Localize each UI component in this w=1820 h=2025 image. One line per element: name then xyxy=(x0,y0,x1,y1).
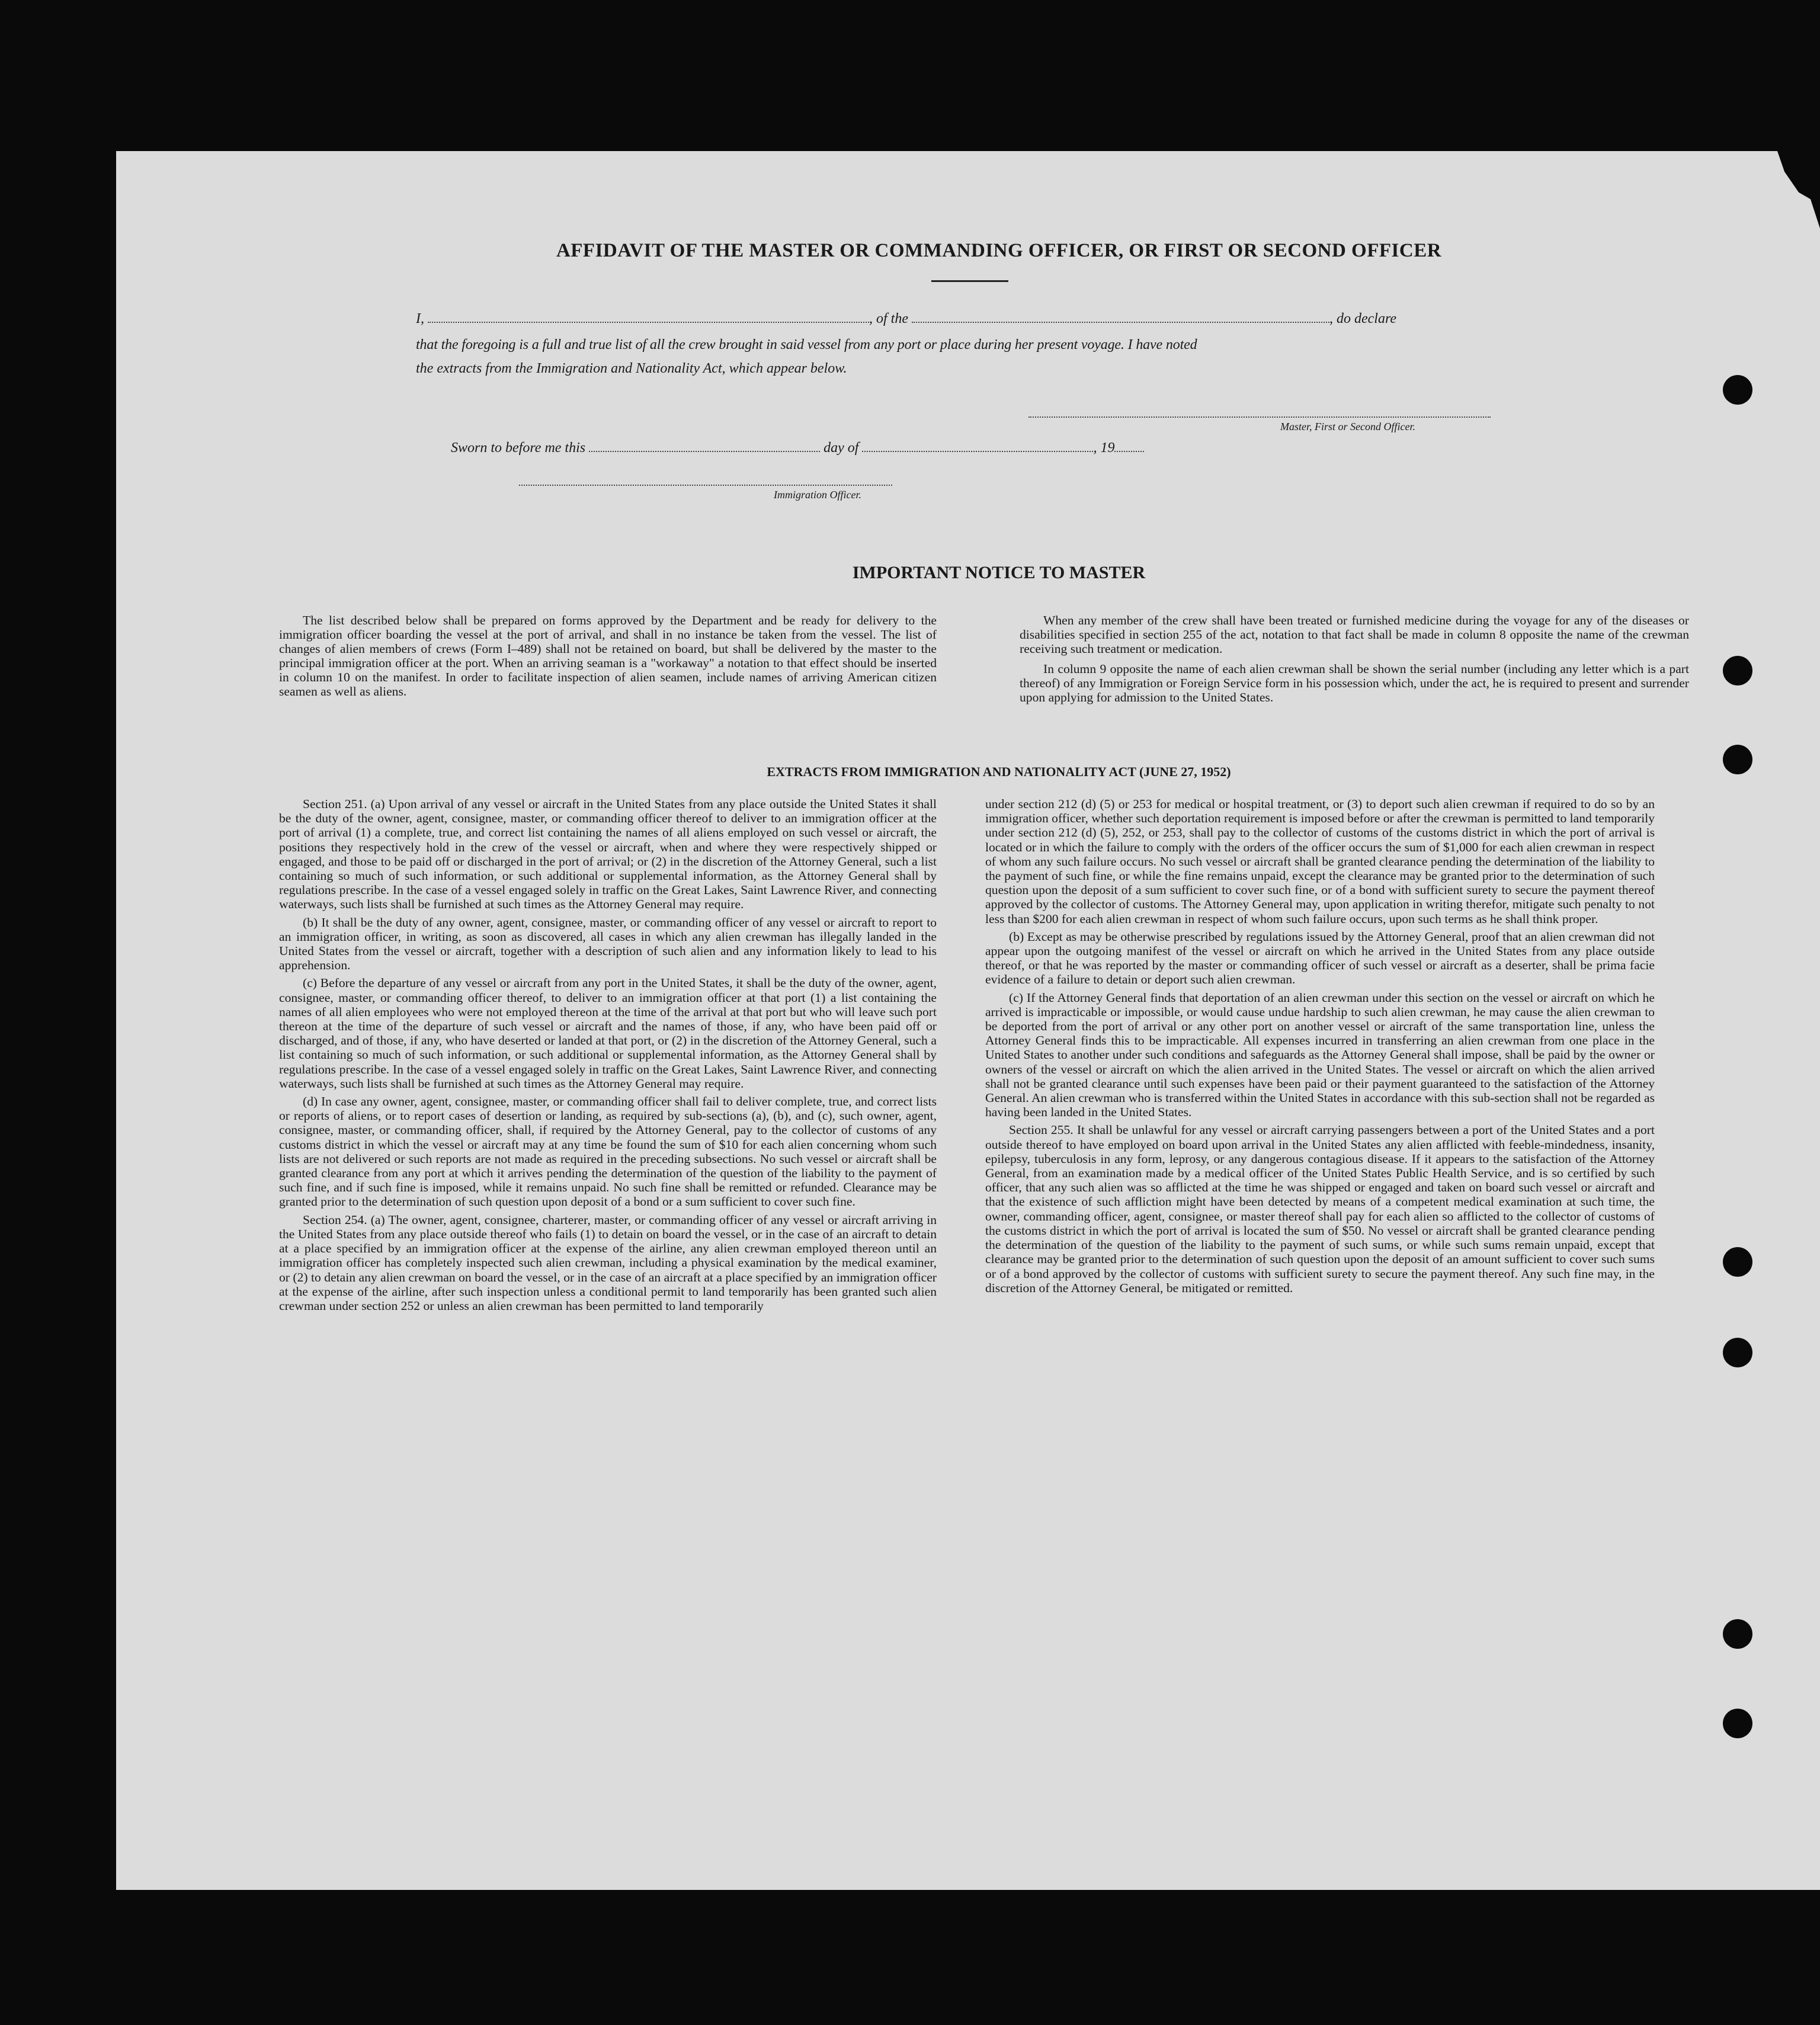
name-field[interactable] xyxy=(428,312,869,323)
notice-text: The list described below shall be prepared on forms approved by the Department and be ready for delivery to the immigration officer boarding the vessel at the port of arrival, and shall in no instance be taken from the vessel. The list of changes of alien members of crews (Form I–489) shall not be retained on board, but shall be delivered by the master to the principal immigration officer at the port. When an arriving seaman is a "workaway" a notation to that effect should be inserted in column 10 on the manifest. In order to facilitate inspection of alien seamen, include names of arriving American citizen seamen as well as aliens. xyxy=(279,613,937,699)
declaration-of-the: , of the xyxy=(869,311,908,326)
vessel-field[interactable] xyxy=(912,312,1329,323)
year-field[interactable] xyxy=(1114,441,1144,452)
master-signature-field[interactable] xyxy=(1028,416,1491,418)
section-paragraph: (b) It shall be the duty of any owner, agent, consignee, master, or commanding officer of any vessel or aircraft to report to an immigration officer, in writing, as soon as discovered, all cases in which any alien crewman has illegally landed in the United States from the vessel or aircraft, together with a description of such alien and any information likely to lead to his apprehension. xyxy=(279,915,937,973)
extracts-right-column xyxy=(985,797,1655,1299)
immigration-officer-caption: Immigration Officer. xyxy=(774,489,861,501)
binder-hole xyxy=(1723,1619,1752,1649)
section-paragraph: (c) If the Attorney General finds that deportation of an alien crewman under this section on the vessel or aircraft on which he arrived is impracticable or impossible, or would cause undue hardship to such alien crewman, he may cause the alien crewman to be deported from the port of arrival or any other port on another vessel or aircraft of the same transportation line, unless the Attorney General finds this to be impracticable. All expenses incurred in transferring an alien crewman from one place in the United States to another under such conditions and safeguards as the Attorney General shall impose, shall be paid by the owner or owners of the vessel or aircraft on which the alien arrived in the United States. The vessel or aircraft on which the alien arrived shall not be granted clearance until such expenses have been paid or their payment guaranteed to the satisfaction of the Attorney General. An alien crewman who is transferred within the United States in accordance with this sub-section shall not be regarded as having been landed in the United States. xyxy=(985,990,1655,1120)
extracts-title: EXTRACTS FROM IMMIGRATION AND NATIONALITY ACT (JUNE 27, 1952) xyxy=(767,764,1231,779)
declaration-i: I, xyxy=(416,311,424,326)
notice-text: When any member of the crew shall have been treated or furnished medicine during the voyage for any of the diseases or disabilities specified in section 255 of the act, notation to that fact shall be made in column 8 opposite the name of the crewman receiving such treatment or medication. xyxy=(1020,613,1689,656)
sworn-line xyxy=(451,435,1399,460)
torn-corner xyxy=(1763,151,1820,323)
master-caption: Master, First or Second Officer. xyxy=(1280,421,1415,432)
declaration-line-2: that the foregoing is a full and true list of all the crew brought in said vessel from any port or place during her present voyage. I have noted xyxy=(416,337,1197,353)
notice-right-paragraphs xyxy=(1020,613,1689,707)
document-page xyxy=(116,151,1820,1890)
notice-left-paragraph xyxy=(279,613,937,701)
affidavit-title: AFFIDAVIT OF THE MASTER OR COMMANDING OFFICER, OR FIRST OR SECOND OFFICER xyxy=(556,240,1442,261)
sworn-date-field[interactable] xyxy=(589,441,820,452)
notice-title: IMPORTANT NOTICE TO MASTER xyxy=(852,563,1146,582)
month-field[interactable] xyxy=(862,441,1093,452)
declaration-line xyxy=(416,306,1596,331)
binder-hole xyxy=(1723,656,1752,685)
binder-hole xyxy=(1723,1338,1752,1367)
sworn-label: Sworn to before me this xyxy=(451,440,586,456)
section-paragraph: (d) In case any owner, agent, consignee, master, or commanding officer shall fail to deliver complete, true, and correct lists or reports of aliens, or to report cases of desertion or landing, as required by sub-sections (a), (b), and (c), such owner, agent, consignee, master, or commanding officer, shall, if required by the Attorney General, pay to the collector of customs of any customs district in which the vessel or aircraft may at any time be found the sum of $10 for each alien concerning whom such lists are not delivered or such reports are not made as required in the preceding subsections. No such vessel or aircraft shall be granted clearance from any port at which it arrives pending the determination of the question of the liability to the payment of such fine, and if such fine is imposed, while it remains unpaid. No such fine shall be remitted or refunded. Clearance may be granted prior to the determination of such question upon deposit of a bond or a sum sufficient to cover such fine. xyxy=(279,1094,937,1209)
extracts-left-column xyxy=(279,797,937,1316)
binder-hole xyxy=(1723,1247,1752,1277)
section-paragraph: (b) Except as may be otherwise prescribed by regulations issued by the Attorney General, proof that an alien crewman did not appear upon the outgoing manifest of the vessel or aircraft on which he arrived in the United States from any place outside thereof, or that he was reported by the master or commanding officer of such vessel or aircraft as a deserter, shall be prima facie evidence of a failure to detain or deport such alien crewman. xyxy=(985,929,1655,987)
title-underline xyxy=(931,280,1008,282)
section-paragraph: Section 251. (a) Upon arrival of any vessel or aircraft in the United States from any place outside the United States it shall be the duty of the owner, agent, consignee, master, or commanding officer thereof to deliver to an immigration officer at the port of arrival (1) a complete, true, and correct list containing the names of all aliens employed on such vessel or aircraft, the positions they respectively hold in the crew of the vessel or aircraft, when and where they were respectively shipped or engaged, and those to be paid off or discharged in the port of arrival; or (2) in the discretion of the Attorney General, such a list containing so much of such information, or such additional or supplemental information, as the Attorney General shall by regulations prescribe. In the case of a vessel engaged solely in traffic on the Great Lakes, Saint Lawrence River, and connecting waterways, such lists shall be furnished at such times as the Attorney General may require. xyxy=(279,797,937,912)
declaration-line-3: the extracts from the Immigration and Nationality Act, which appear below. xyxy=(416,361,847,376)
notice-text: In column 9 opposite the name of each alien crewman shall be shown the serial number (including any letter which is a part thereof) of any Immigration or Foreign Service form in his possession which, under the act, he is required to present and surrender upon applying for admission to the United States. xyxy=(1020,662,1689,704)
binder-hole xyxy=(1723,375,1752,405)
immigration-officer-signature-field[interactable] xyxy=(519,485,892,486)
section-paragraph: (c) Before the departure of any vessel or aircraft from any port in the United States, it shall be the duty of the owner, agent, consignee, master, or commanding officer thereof, to deliver to an immigration officer at that port (1) a list containing the names of all alien employees who were not employed thereon at the time of the arrival at that port but who will leave such port thereon at the time of the departure of such vessel or aircraft and the names of those, if any, who have been paid off or discharged, and of those, if any, who have deserted or landed at that port, or (2) in the discretion of the Attorney General, such a list containing so much of such information, or such additional or supplemental information, as the Attorney General shall by regulations prescribe. In the case of a vessel engaged solely in traffic on the Great Lakes, Saint Lawrence River, and connecting waterways, such lists shall be furnished at such times as the Attorney General may require. xyxy=(279,976,937,1091)
declaration-do-declare: , do declare xyxy=(1329,311,1397,326)
binder-hole xyxy=(1723,1709,1752,1738)
day-of-label: day of xyxy=(824,440,859,456)
section-paragraph: Section 254. (a) The owner, agent, consignee, charterer, master, or commanding officer of any vessel or aircraft arriving in the United States from any place outside thereof who fails (1) to detain on board the vessel, or in the case of an aircraft to detain at a place specified by an immigration officer at the expense of the airline, any alien crewman employed thereon until an immigration officer has completely inspected such alien crewman, including a physical examination by the medical examiner, or (2) to detain any alien crewman on board the vessel, or in the case of an aircraft at a place specified by an immigration officer at the expense of the airline, after such inspection unless a conditional permit to land temporarily has been granted such alien crewman under section 252 or unless an alien crewman has been permitted to land temporarily xyxy=(279,1212,937,1313)
section-paragraph: Section 255. It shall be unlawful for any vessel or aircraft carrying passengers between a port of the United States and a port outside thereof to have employed on board upon arrival in the United States any alien afflicted with feeble-mindedness, insanity, epilepsy, tuberculosis in any form, leprosy, or any dangerous contagious disease. If it appears to the satisfaction of the Attorney General, from an examination made by a medical officer of the United States Public Health Service, and is so certified by such officer, that any such alien was so afflicted at the time he was shipped or engaged and taken on board such vessel or aircraft and that the existence of such affliction might have been detected by means of a competent medical examination at such time, the owner, commanding officer, agent, consignee, or master thereof shall pay for each alien so afflicted to the collector of customs of the customs district in which the port of arrival is located the sum of $50. No vessel or aircraft shall be granted clearance pending the determination of the question of the liability to the payment of such sums, or while such sums remain unpaid, except that clearance may be granted prior to the determination of such question upon the deposit of an amount sufficient to cover such sums or of a bond approved by the collector of customs with sufficient surety to secure the payment thereof. Any such fine may, in the discretion of the Attorney General, be mitigated or remitted. xyxy=(985,1123,1655,1295)
year-label: , 19 xyxy=(1093,440,1115,456)
section-paragraph: under section 212 (d) (5) or 253 for medical or hospital treatment, or (3) to deport such alien crewman if required to do so by an immigration officer, whether such deportation requirement is imposed before or after the crewman is permitted to land temporarily under section 212 (d) (5), 252, or 253, shall pay to the collector of customs of the customs district in which the port of arrival is located or in which the failure to comply with the orders of the officer occurs the sum of $1,000 for each alien crewman in respect of whom any such failure occurs. No such vessel or aircraft shall be granted clearance pending the determination of the liability to the payment of such fine, or while the fine remains unpaid, except the clearance may be granted prior to the determination of such question upon the deposit of a sum sufficient to cover such fine, or of a bond with sufficient surety to secure the payment thereof approved by the collector of customs. The Attorney General may, upon application in writing therefor, mitigate such penalty to not less than $200 for each alien crewman in respect of whom such failure occurs, upon such terms as he shall think proper. xyxy=(985,797,1655,926)
